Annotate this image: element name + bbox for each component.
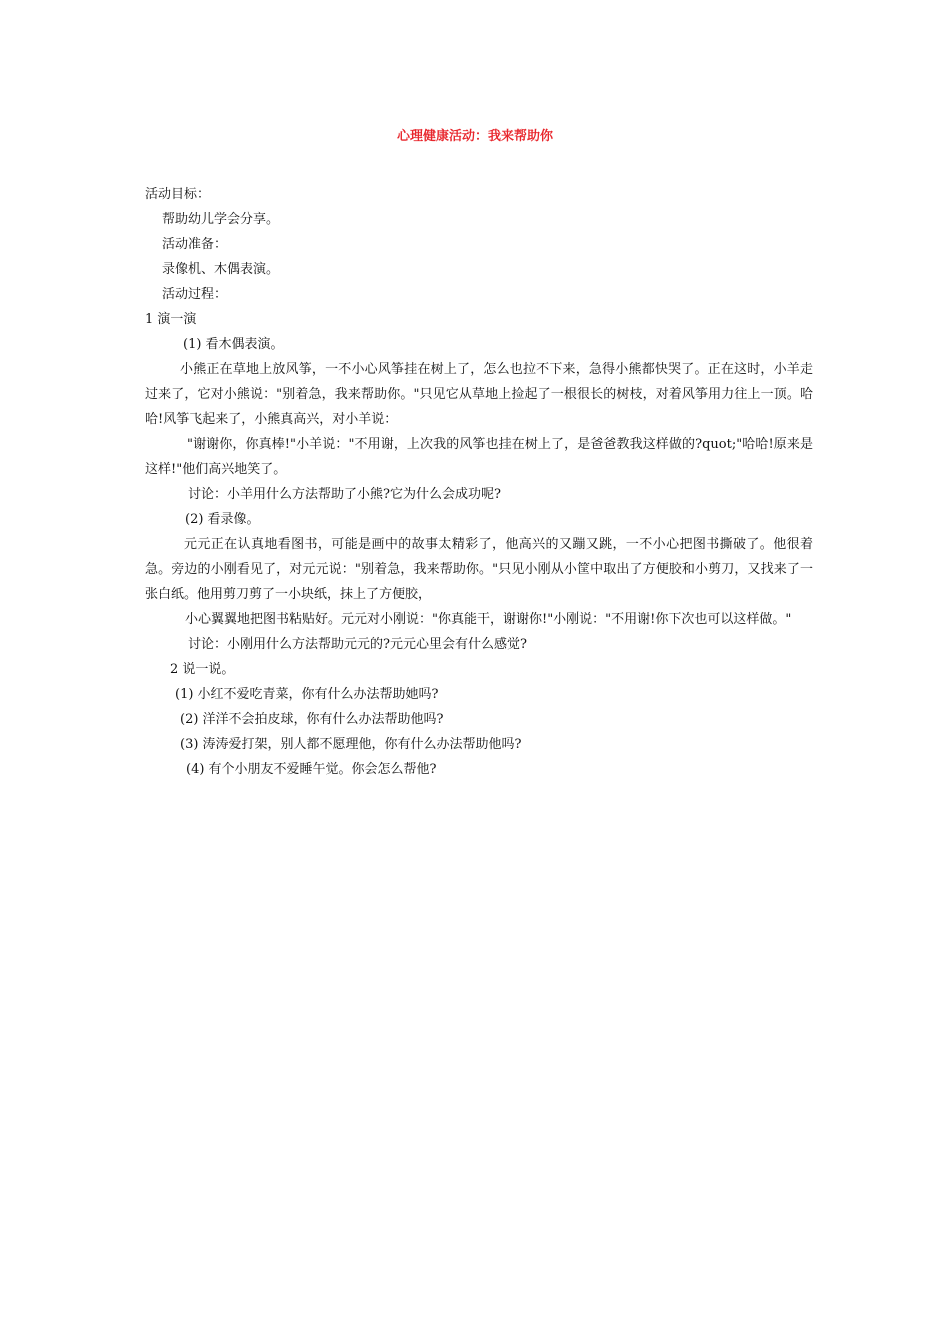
document-body: [145, 182, 813, 782]
goal-label: 活动目标：: [145, 187, 211, 202]
question-1: (1) 小红不爱吃青菜，你有什么办法帮助她吗?: [175, 687, 439, 702]
discussion-2: 讨论：小刚用什么方法帮助元元的?元元心里会有什么感觉?: [188, 637, 527, 652]
question-2: (2) 洋洋不会拍皮球，你有什么办法帮助他吗?: [180, 712, 444, 727]
question-4: (4) 有个小朋友不爱睡午觉。你会怎么帮他?: [186, 762, 437, 777]
document-title: 心理健康活动：我来帮助你: [396, 129, 553, 144]
goal-text: 帮助幼儿学会分享。: [162, 212, 280, 227]
prep-text: 录像机、木偶表演。: [162, 262, 280, 277]
story-2-paragraph: 元元正在认真地看图书，可能是画中的故事太精彩了，他高兴的又蹦又跳，一不小心把图书撕破了。他很着急。旁边的小刚看见了，对元元说："别着急，我来帮助你。"只见小刚从小筐中取出了方便胶和小剪刀，又找来了一张白纸。他用剪刀剪了一小块纸，抹上了方便胶，: [145, 537, 813, 602]
item-1-heading: (1) 看木偶表演。: [183, 337, 284, 352]
process-label: 活动过程：: [162, 287, 228, 302]
question-3: (3) 涛涛爱打架，别人都不愿理他，你有什么办法帮助他吗?: [180, 737, 522, 752]
section-2-heading: 2 说一说。: [170, 662, 235, 677]
prep-label: 活动准备：: [162, 237, 228, 252]
section-1-heading: 1 演一演: [145, 312, 197, 327]
item-2-heading: (2) 看录像。: [185, 512, 260, 527]
story-2-dialogue: 小心翼翼地把图书粘贴好。元元对小刚说："你真能干，谢谢你!"小刚说："不用谢!你下次也可以这样做。": [185, 612, 792, 627]
story-1-dialogue: "谢谢你，你真棒!"小羊说："不用谢，上次我的风筝也挂在树上了，是爸爸教我这样做的?quot;"哈哈!原来是这样!"他们高兴地笑了。: [145, 437, 813, 477]
story-1-paragraph: 小熊正在草地上放风筝，一不小心风筝挂在树上了，怎么也拉不下来，急得小熊都快哭了。正在这时，小羊走过来了，它对小熊说："别着急，我来帮助你。"只见它从草地上捡起了一根很长的树枝，对着风筝用力往上一顶。哈哈!风筝飞起来了，小熊真高兴，对小羊说：: [145, 362, 813, 427]
discussion-1: 讨论：小羊用什么方法帮助了小熊?它为什么会成功呢?: [188, 487, 501, 502]
